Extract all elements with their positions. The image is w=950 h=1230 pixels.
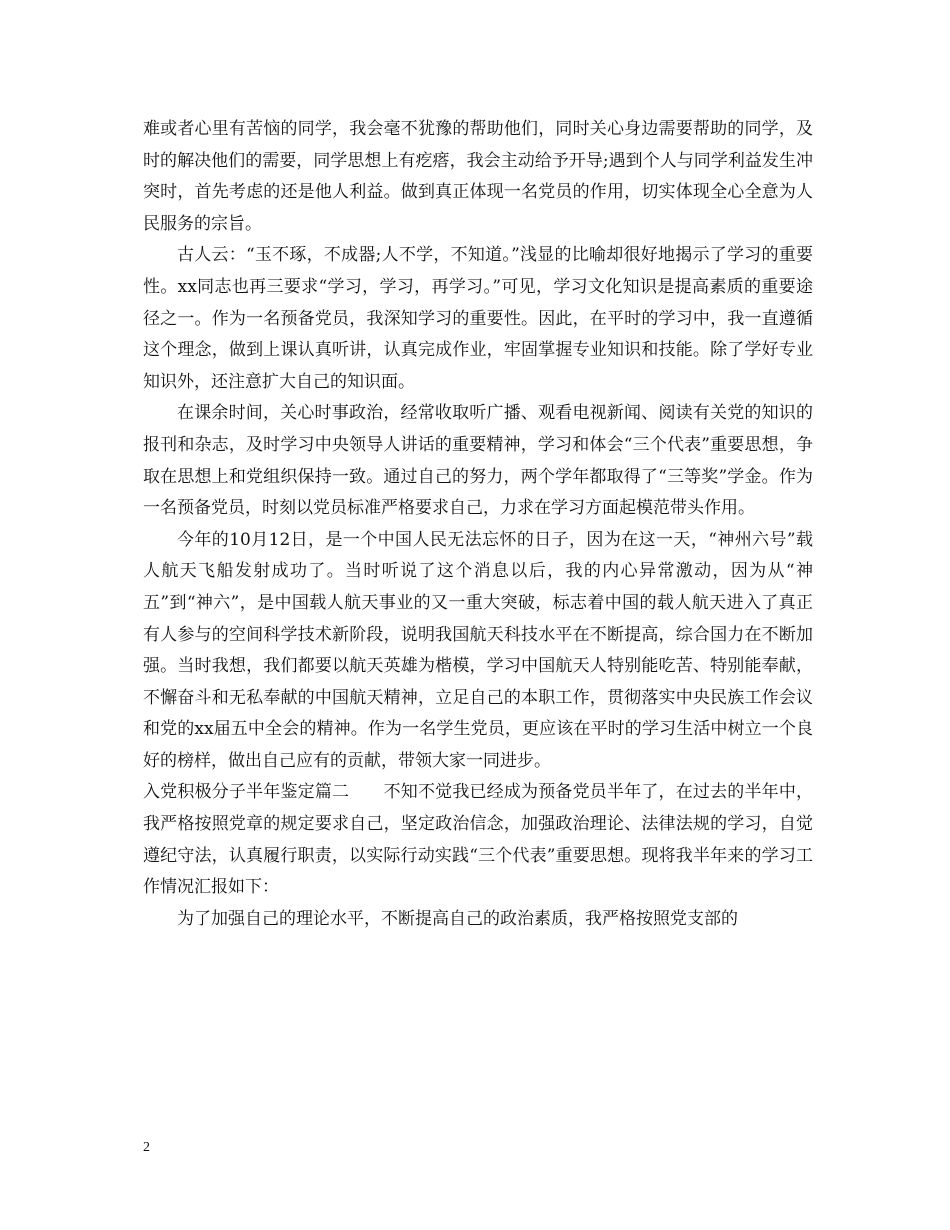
paragraph-3: 在课余时间，关心时事政治，经常收取听广播、观看电视新闻、阅读有关党的知识的报刊和杂志，及时学习中央领导人讲话的重要精神，学习和体会“三个代表”重要思想，争取在思想上和党组织保持一致。通过自己的努力，两个学年都取得了“三等奖”学金。作为一名预备党员，时刻以党员标准严格要求自己，力求在学习方面起模范带头作用。 bbox=[143, 403, 813, 519]
page-number: 2 bbox=[143, 1140, 150, 1155]
paragraph-5-section-heading: 入党积极分子半年鉴定篇二 不知不觉我已经成为预备党员半年了，在过去的半年中，我严格按照党章的规定要求自己，坚定政治信念，加强政治理论、法律法规的学习，自觉遵纪守法，认真履行职责，以实际行动实践“三个代表”重要思想。现将我半年来的学习工作情况汇报如下： bbox=[143, 782, 813, 898]
paragraph-2: 古人云：“玉不琢，不成器;人不学，不知道。”浅显的比喻却很好地揭示了学习的重要性。xx同志也再三要求“学习，学习，再学习。”可见，学习文化知识是提高素质的重要途径之一。作为一名预备党员，我深知学习的重要性。因此，在平时的学习中，我一直遵循这个理念，做到上课认真听讲，认真完成作业，牢固掌握专业知识和技能。除了学好专业知识外，还注意扩大自己的知识面。 bbox=[143, 245, 813, 392]
document-body bbox=[143, 114, 813, 935]
paragraph-6: 为了加强自己的理论水平，不断提高自己的政治素质，我严格按照党支部的 bbox=[177, 908, 738, 929]
paragraph-1: 难或者心里有苦恼的同学，我会毫不犹豫的帮助他们，同时关心身边需要帮助的同学，及时的解决他们的需要，同学思想上有疙瘩，我会主动给予开导;遇到个人与同学利益发生冲突时，首先考虑的还是他人利益。做到真正体现一名党员的作用，切实体现全心全意为人民服务的宗旨。 bbox=[143, 119, 813, 234]
paragraph-4: 今年的10月12日，是一个中国人民无法忘怀的日子，因为在这一天，“神州六号”载人航天飞船发射成功了。当时听说了这个消息以后，我的内心异常激动，因为从“神五”到“神六”，是中国载人航天事业的又一重大突破，标志着中国的载人航天进入了真正有人参与的空间科学技术新阶段，说明我国航天科技水平在不断提高，综合国力在不断加强。当时我想，我们都要以航天英雄为楷模，学习中国航天人特别能吃苦、特别能奉献，不懈奋斗和无私奉献的中国航天精神，立足自己的本职工作，贯彻落实中央民族工作会议和党的xx届五中全会的精神。作为一名学生党员，更应该在平时的学习生活中树立一个良好的榜样，做出自己应有的贡献，带领大家一同进步。 bbox=[143, 529, 813, 771]
